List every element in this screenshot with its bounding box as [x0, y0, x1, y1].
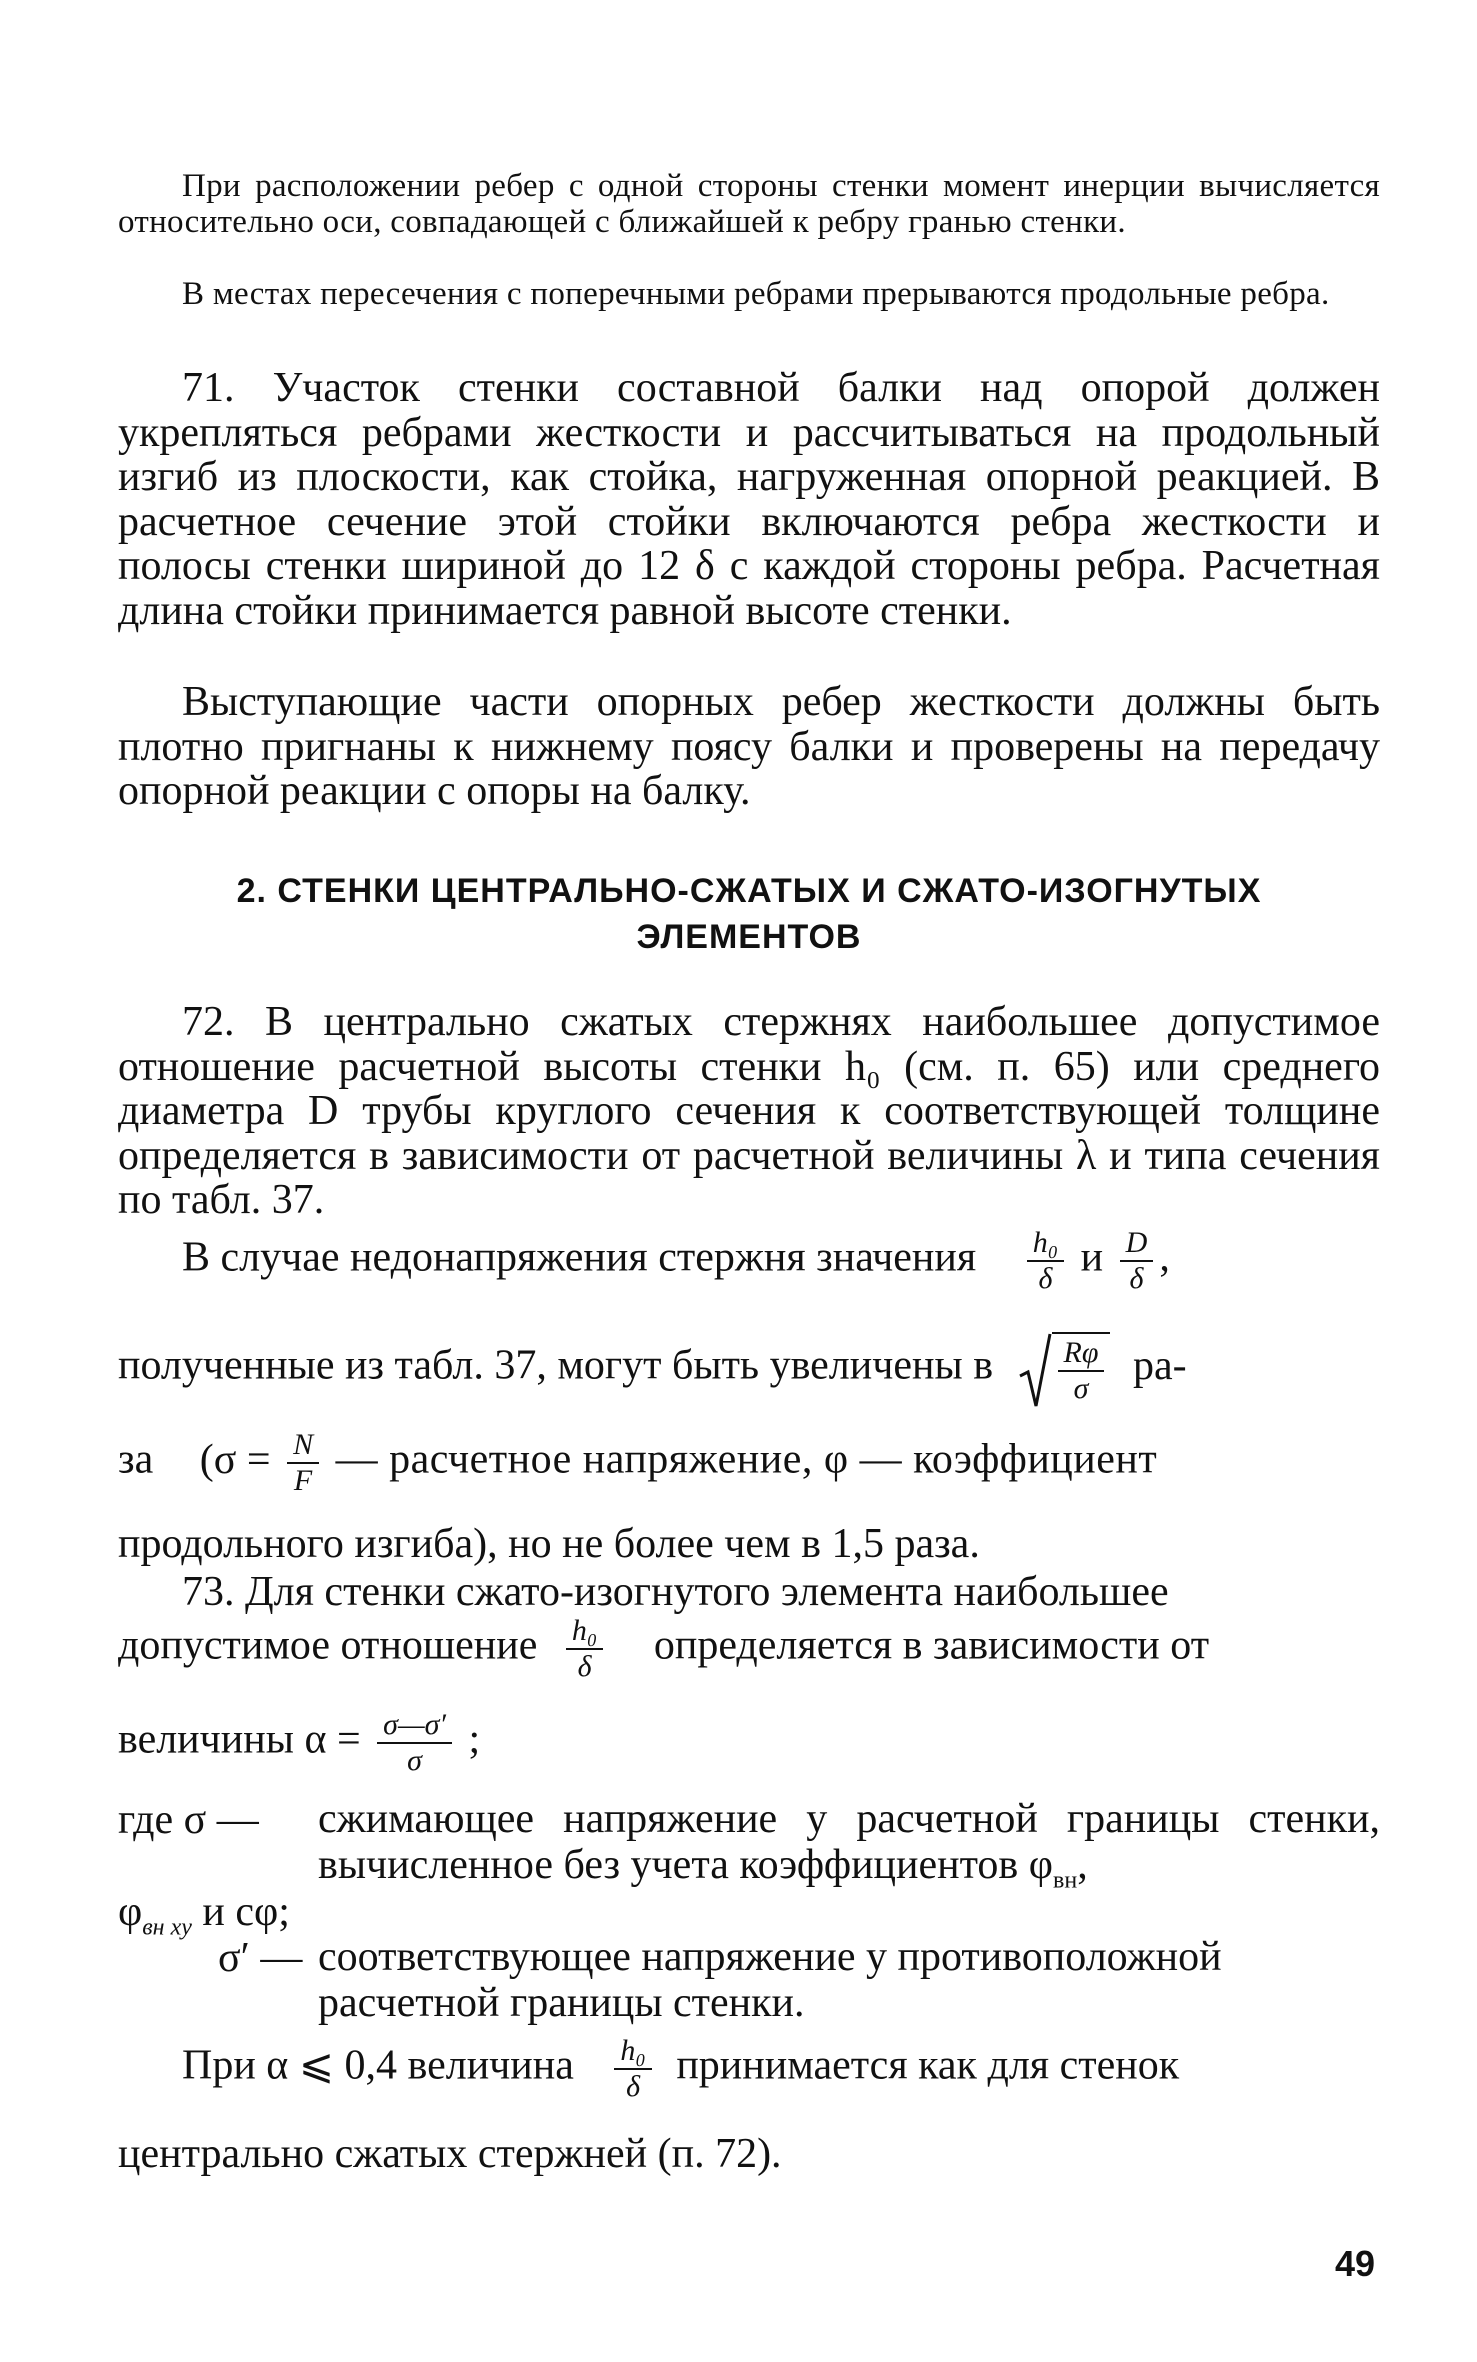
paragraph-72-text: 72. В центрально сжатых стержнях наибольшее допустимое отношение расчетной высоты стенки h₀ (см. п. 65) или среднего диаметра D трубы круглого сечения к соответствующей толщине определяется в зависимости от расчетной величины λ и типа сечения по табл. 37. — [118, 999, 1380, 1224]
fraction-n-f — [287, 1428, 319, 1498]
section-heading-line-1: 2. СТЕНКИ ЦЕНТРАЛЬНО-СЖАТЫХ И СЖАТО-ИЗОГНУТЫХ — [236, 872, 1262, 910]
paragraph-72b — [118, 1226, 1444, 1296]
fraction-h0-delta — [614, 2034, 651, 2104]
phi-symbol: φ — [118, 1889, 143, 1935]
paragraph-72e: продольного изгиба), но не более чем в 1,5 раза. — [118, 1521, 980, 1567]
sigma-prime-definition: соответствующее напряжение у противоположной расчетной границы стенки. — [318, 1934, 1222, 2026]
section-heading-line-2: ЭЛЕМЕНТОВ — [636, 918, 862, 956]
sigma-definition-text: сжимающее напряжение у расчетной границы стенки, вычисленное без учета коэффициентов φ — [318, 1796, 1380, 1888]
p73c-text: величины α = — [118, 1716, 361, 1763]
fraction-denominator: δ — [1038, 1262, 1053, 1295]
square-root-expression — [1018, 1332, 1111, 1406]
paragraph-71-text: 71. Участок стенки составной балки над опорой должен укрепляться ребрами жесткости и рассчитываться на продольный изгиб из плоскости, как стойка, нагруженная опорной реакцией. В расчетное сечение этой стойки включаются ребра жесткости и полосы стенки шириной до 12 δ с каждой стороны ребра. Расчетная длина стойки принимается равной высоте стенки. — [118, 365, 1380, 634]
paragraph-73d — [118, 2034, 1444, 2104]
and-c-phi: и cφ; — [202, 1889, 290, 1935]
phi-subscript: вн xy — [142, 1914, 192, 1941]
paragraph-71b-text: Выступающие части опорных ребер жесткости должны быть плотно пригнаны к нижнему поясу балки и проверены на передачу опорной реакции с опоры на балку. — [118, 679, 1380, 815]
fraction-alpha — [377, 1708, 452, 1778]
comma: , — [1077, 1842, 1088, 1888]
p73b-text-2: определяется в зависимости от — [653, 1622, 1210, 1669]
paragraph-73e: центрально сжатых стержней (п. 72). — [118, 2131, 782, 2177]
p73b-text: допустимое отношение — [118, 1622, 538, 1669]
note-paragraph-1 — [118, 168, 1380, 240]
fraction-denominator: F — [293, 1464, 313, 1497]
fraction-h0-delta — [566, 1614, 603, 1684]
note-text-1: При расположении ребер с одной стороны стенки момент инерции вычисляется относительно оси, совпадающей с ближайшей к ребру гранью стенки. — [118, 168, 1380, 240]
sigma-subscript: вн — [1053, 1867, 1078, 1894]
p72b-text: В случае недонапряжения стержня значения — [182, 1234, 977, 1281]
p73d-text-2: принимается как для стенок — [676, 2042, 1180, 2089]
paragraph-72d — [118, 1428, 1380, 1498]
fraction-numerator: h₀ — [614, 2034, 651, 2070]
p72d-definition: — расчетное напряжение, φ — коэффициент — [335, 1436, 1158, 1483]
fraction-d-delta — [1120, 1226, 1154, 1296]
paragraph-71b — [118, 680, 1380, 814]
paragraph-71 — [118, 366, 1380, 634]
paragraph-73b — [118, 1614, 1380, 1684]
radicand — [1052, 1332, 1111, 1406]
conjunction: и — [1080, 1234, 1104, 1281]
sigma-equals: (σ = — [199, 1436, 271, 1483]
fraction-numerator: σ—σ′ — [377, 1708, 452, 1744]
note-paragraph-2 — [118, 276, 1380, 312]
fraction-numerator: D — [1120, 1226, 1154, 1262]
fraction-numerator: Rφ — [1058, 1336, 1105, 1372]
fraction-h0-delta — [1027, 1226, 1064, 1296]
fraction-denominator: σ — [1073, 1372, 1089, 1405]
p72c-text: полученные из табл. 37, могут быть увеличены в — [118, 1342, 994, 1389]
paragraph-72 — [118, 1000, 1380, 1223]
fraction-denominator: σ — [407, 1744, 422, 1777]
radical-sign-icon — [1018, 1332, 1052, 1410]
sigma-prime-label: σ′ — — [218, 1935, 303, 1981]
paragraph-72c — [118, 1332, 1380, 1406]
fraction-rphi-sigma — [1058, 1336, 1105, 1406]
fraction-denominator: δ — [577, 1650, 592, 1683]
p72d-text: за — [118, 1436, 154, 1483]
fraction-denominator: δ — [626, 2070, 641, 2103]
page-number: 49 — [1335, 2243, 1376, 2284]
fraction-denominator: δ — [1129, 1262, 1144, 1295]
semicolon: ; — [468, 1716, 481, 1763]
fraction-numerator: h₀ — [566, 1614, 603, 1650]
paragraph-73c — [118, 1708, 1380, 1778]
paragraph-73a: 73. Для стенки сжато-изогнутого элемента наибольшее — [182, 1569, 1169, 1615]
p72c-hyphen-text: ра- — [1132, 1342, 1187, 1389]
comma: , — [1159, 1234, 1170, 1281]
fraction-numerator: h₀ — [1027, 1226, 1064, 1262]
note-text-2: В местах пересечения с поперечными ребрами прерываются продольные ребра. — [182, 276, 1330, 312]
p73d-text: При α ⩽ 0,4 величина — [182, 2042, 574, 2089]
fraction-numerator: N — [287, 1428, 319, 1464]
where-label: где σ — — [118, 1797, 259, 1843]
